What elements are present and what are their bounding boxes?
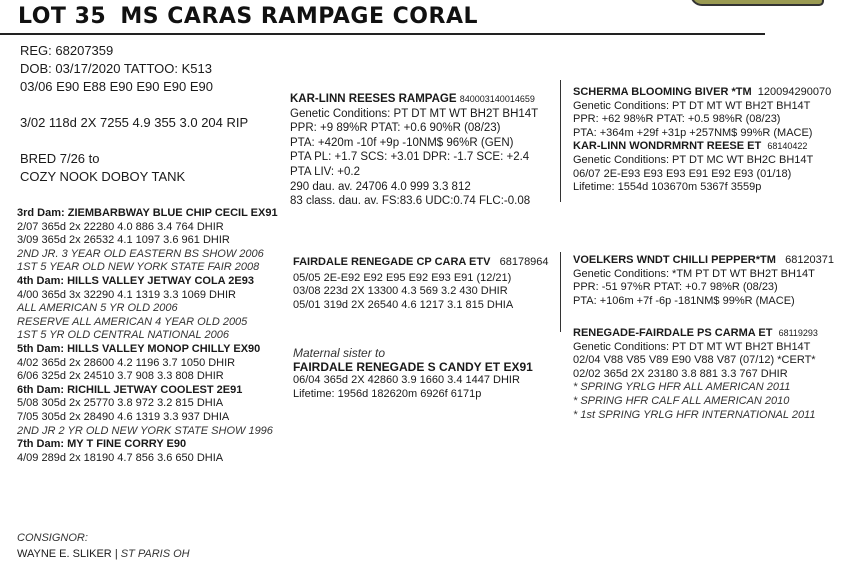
dam-record: 05/01 319d 2X 26540 4.6 1217 3.1 815 DHIA — [293, 298, 514, 311]
dam-sire-line: Genetic Conditions: *TM PT DT WT BH2T BH14T — [573, 267, 815, 280]
consignor-location: ST PARIS OH — [120, 548, 190, 560]
dam-line: 6/06 325d 2x 24510 3.7 908 3.3 808 DHIR — [17, 370, 224, 383]
sire-sire-line: PTA: +364m +29f +31p +257NM$ 99%R (MACE) — [573, 126, 813, 139]
maternal-sister-line: 06/04 365d 2X 42860 3.9 1660 3.4 1447 DHIR — [293, 374, 520, 387]
dam-sire-block — [573, 254, 834, 308]
dam-5 — [17, 343, 278, 384]
dam-dam-block — [573, 327, 818, 422]
consignor-label: CONSIGNOR: — [17, 532, 88, 544]
bracket-line — [560, 252, 561, 332]
dam-line: 7/05 305d 2x 28490 4.6 1319 3.3 937 DHIA — [17, 410, 230, 423]
consignor-block — [17, 530, 190, 562]
maternal-sister-label: Maternal sister to — [293, 346, 386, 360]
dam-dam-line: 02/04 V88 V85 V89 E90 V88 V87 (07/12) *CERT* — [573, 354, 816, 367]
dam-award: 1ST 5 YEAR OLD NEW YORK STATE FAIR 2008 — [17, 261, 260, 274]
consignor-name: WAYNE E. SLIKER — [17, 548, 112, 560]
dam-dam-reg: 68119293 — [778, 328, 818, 338]
dam-dam-award: * 1st SPRING YRLG HFR INTERNATIONAL 2011 — [573, 408, 816, 421]
animal-name: MS CARAS RAMPAGE CORAL — [120, 4, 478, 29]
sire-sire-name: SCHERMA BLOOMING BIVER *TM — [573, 86, 752, 98]
sire-dam-name: KAR-LINN WONDRMRNT REESE ET — [573, 140, 762, 153]
dam-title: 4th Dam: HILLS VALLEY JETWAY COLA 2E93 — [17, 274, 254, 287]
dam-sire-line: PPR: -51 97%R PTAT: +0.7 98%R (08/23) — [573, 281, 778, 294]
sire-sire-block — [573, 86, 831, 195]
dam-line: 5/08 305d 2x 25770 3.8 972 3.2 815 DHIA — [17, 397, 224, 410]
dam-dam-award: * SPRING HFR CALF ALL AMERICAN 2010 — [573, 394, 790, 407]
dam-sire-reg: 68120371 — [785, 254, 835, 266]
dam-award: 1ST 5 YR OLD CENTRAL NATIONAL 2006 — [17, 329, 229, 342]
title-divider — [0, 33, 765, 35]
animal-info — [20, 42, 213, 96]
dam-4 — [17, 275, 278, 343]
sire-block — [290, 92, 538, 209]
breeding-info — [20, 150, 185, 186]
lot-number: LOT 35 — [18, 4, 107, 29]
dam-line: 4/02 365d 2x 28600 4.2 1196 3.7 1050 DHIR — [17, 356, 236, 369]
sire-name: KAR-LINN REESES RAMPAGE — [290, 93, 457, 105]
dam-award: 2ND JR 2 YR OLD NEW YORK STATE SHOW 1996 — [17, 424, 273, 437]
sire-sire-line: Genetic Conditions: PT DT MT WT BH2T BH14T — [573, 99, 811, 112]
dam-dam-line: Genetic Conditions: PT DT MT WT BH2T BH14T — [573, 340, 811, 353]
sire-dam-line: Lifetime: 1554d 103670m 5367f 3559p — [573, 181, 762, 194]
dam-title: 3rd Dam: ZIEMBARBWAY BLUE CHIP CECIL EX91 — [17, 207, 278, 219]
sire-sire-line: PPR: +62 98%R PTAT: +0.5 98%R (08/23) — [573, 113, 781, 126]
dam-reg: 68178964 — [499, 256, 549, 268]
sire-line: 83 class. dau. av. FS:83.6 UDC:0.74 FLC:-0.08 — [290, 195, 531, 208]
sire-dam-line: 06/07 2E-E93 E93 E93 E91 E92 E93 (01/18) — [573, 167, 792, 180]
dam-record: 03/08 223d 2X 13300 4.3 569 3.2 430 DHIR — [293, 285, 508, 298]
dam-line: 3/09 365d 2x 26532 4.1 1097 3.6 961 DHIR — [17, 234, 230, 247]
dam-sire-name: VOELKERS WNDT CHILLI PEPPER*TM — [573, 254, 776, 266]
dam-3 — [17, 207, 278, 275]
sire-line: 290 dau. av. 24706 4.0 999 3.3 812 — [290, 180, 471, 193]
sire-line: PTA LIV: +0.2 — [290, 165, 360, 178]
dob-tattoo: DOB: 03/17/2020 TATTOO: K513 — [20, 61, 212, 76]
page-title — [18, 4, 478, 29]
production-record: 3/02 118d 2X 7255 4.9 355 3.0 204 RIP — [20, 115, 249, 130]
dam-dam-name: RENEGADE-FAIRDALE PS CARMA ET — [573, 327, 773, 339]
maternal-sister-name: FAIRDALE RENEGADE S CANDY ET EX91 — [293, 359, 533, 374]
dam-dam-award: * SPRING YRLG HFR ALL AMERICAN 2011 — [573, 381, 791, 394]
sire-reg: 840003140014659 — [459, 94, 535, 104]
dam-title: 5th Dam: HILLS VALLEY MONOP CHILLY EX90 — [17, 342, 261, 355]
consignor-separator: | — [114, 548, 118, 560]
dam-line: 4/09 289d 2x 18190 4.7 856 3.6 650 DHIA — [17, 451, 224, 464]
sire-dam-line: Genetic Conditions: PT DT MC WT BH2C BH14T — [573, 153, 814, 166]
dam-6 — [17, 384, 278, 438]
dam-line: 4/00 365d 3x 32290 4.1 1319 3.3 1069 DHIR — [17, 288, 236, 301]
maternal-sister-line: Lifetime: 1956d 182620m 6926f 6171p — [293, 387, 482, 400]
sire-dam-reg: 68140422 — [767, 141, 808, 152]
dam-award: RESERVE ALL AMERICAN 4 YEAR OLD 2005 — [17, 315, 248, 328]
sire-line: PTA PL: +1.7 SCS: +3.01 DPR: -1.7 SCE: +2.4 — [290, 151, 530, 164]
dam-record: 05/05 2E-E92 E92 E95 E92 E93 E91 (12/21) — [293, 271, 512, 284]
dam-sire-line: PTA: +106m +7f -6p -181NM$ 99%R (MACE) — [573, 294, 795, 307]
dam-award: 2ND JR. 3 YEAR OLD EASTERN BS SHOW 2006 — [17, 247, 264, 260]
dam-block — [293, 256, 549, 312]
sire-line: PPR: +9 89%R PTAT: +0.6 90%R (08/23) — [290, 122, 501, 135]
sire-line: Genetic Conditions: PT DT MT WT BH2T BH14T — [290, 107, 539, 120]
dam-name: FAIRDALE RENEGADE CP CARA ETV — [293, 256, 491, 268]
bracket-line — [560, 80, 561, 202]
reg-number: REG: 68207359 — [20, 43, 114, 58]
classification: 03/06 E90 E88 E90 E90 E90 E90 — [20, 79, 213, 94]
bred-date: BRED 7/26 to — [20, 151, 100, 166]
dam-7 — [17, 438, 278, 465]
corner-decoration — [690, 0, 824, 6]
bred-sire: COZY NOOK DOBOY TANK — [20, 169, 186, 184]
dam-title: 7th Dam: MY T FINE CORRY E90 — [17, 438, 187, 451]
dam-pedigree — [17, 207, 278, 465]
dam-dam-line: 02/02 365d 2X 23180 3.8 881 3.3 767 DHIR — [573, 367, 788, 380]
dam-award: ALL AMERICAN 5 YR OLD 2006 — [17, 302, 178, 315]
sire-line: PTA: +420m -10f +9p -10NM$ 96%R (GEN) — [290, 136, 514, 149]
maternal-sister-block — [293, 347, 533, 401]
dam-line: 2/07 365d 2x 22280 4.0 886 3.4 764 DHIR — [17, 220, 224, 233]
dam-title: 6th Dam: RICHILL JETWAY COOLEST 2E91 — [17, 383, 243, 396]
sire-sire-reg: 120094290070 — [757, 86, 832, 98]
